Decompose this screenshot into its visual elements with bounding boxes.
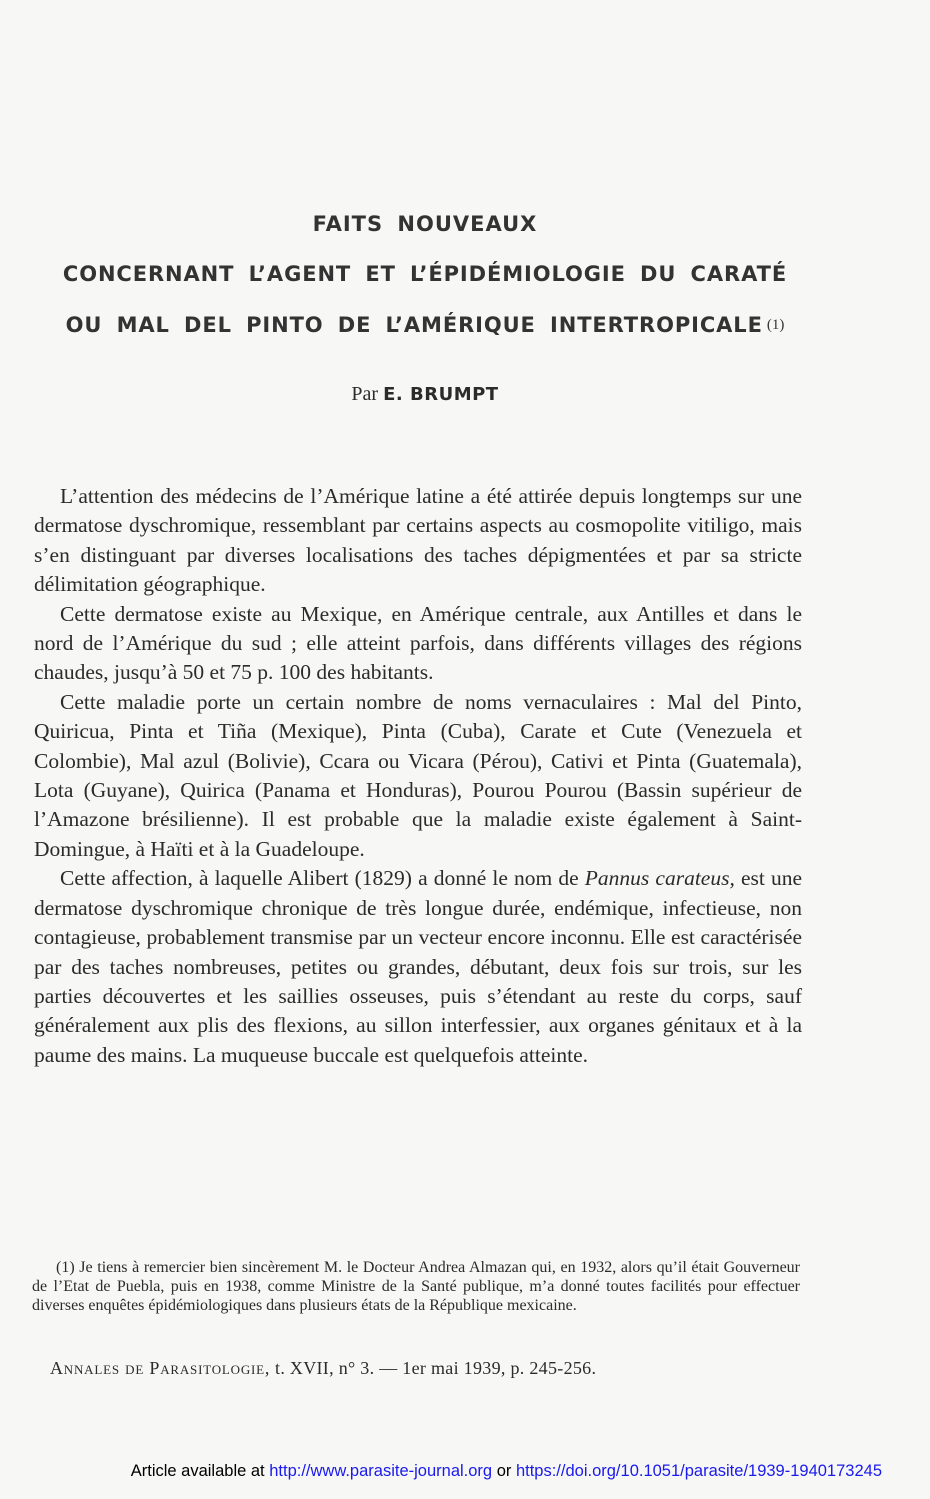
title-line-2: CONCERNANT L’AGENT ET L’ÉPIDÉMIOLOGIE DU CARATÉ bbox=[62, 262, 788, 286]
journal-reference bbox=[50, 1358, 810, 1379]
journal-name: Annales de Parasitologie, bbox=[50, 1358, 271, 1378]
paragraph-4-rest: est une dermatose dyschromique chronique de très longue durée, endémique, infectieuse, non contagieuse, probablement transmise par un vecteur encore inconnu. Elle est caractérisée par des taches nombreuses, petites ou grandes, débutant, deux fois sur trois, sur les parties découvertes et les saillies osseuses, puis s’étendant au reste du corps, sauf généralement aux plis des flexions, au sillon interfessier, aux organes génitaux et à la paume des mains. La muqueuse buccale est quelquefois atteinte. bbox=[34, 866, 803, 1067]
availability-connector: or bbox=[496, 1462, 512, 1480]
journal-citation: t. XVII, n° 3. — 1er mai 1939, p. 245-256. bbox=[275, 1358, 597, 1378]
title-line-3 bbox=[30, 313, 820, 337]
paragraph-1: L’attention des médecins de l’Amérique latine a été attirée depuis longtemps sur une dermatose dyschromique, ressemblant par certains aspects au cosmopolite vitiligo, mais s’en distinguant par diverses localisations des taches dépigmentées et par sa stricte délimitation géographique. bbox=[34, 484, 802, 597]
journal-website-link[interactable]: http://www.parasite-journal.org bbox=[269, 1462, 493, 1480]
paragraph-2: Cette dermatose existe au Mexique, en Amérique centrale, aux Antilles et dans le nord de l’Amérique du sud ; elle atteint parfois, dans différents villages des régions chaudes, jusqu’à 50 et 75 p. 100 des habitants. bbox=[34, 601, 802, 685]
doi-link[interactable]: https://doi.org/10.1051/parasite/1939-1940173245 bbox=[515, 1462, 882, 1480]
paragraph-3: Cette maladie porte un certain nombre de noms vernaculaires : Mal del Pinto, Quiricua, Pinta et Tiña (Mexique), Pinta (Cuba), Carate et Cute (Venezuela et Colombie), Mal azul (Bolivie), Ccara ou Vicara (Pérou), Cativi et Pinta (Guatemala), Lota (Guyane), Quirica (Panama et Honduras), Pourou Pourou (Bassin supérieur de l’Amazone brésilienne). Il est probable que la maladie existe également à Saint-Domingue, à Haïti et à la Guadeloupe. bbox=[34, 689, 802, 861]
article-body bbox=[34, 482, 802, 1070]
availability-prefix: Article available at bbox=[130, 1462, 265, 1480]
title-line-1: FAITS NOUVEAUX bbox=[312, 212, 538, 236]
title-line-3-text: OU MAL DEL PINTO DE L’AMÉRIQUE INTERTROPICALE bbox=[65, 313, 763, 337]
availability-line bbox=[0, 1462, 930, 1481]
paragraph-4-start: Cette affection, à laquelle Alibert (1829) a donné le nom de bbox=[60, 866, 579, 891]
footnote: (1) Je tiens à remercier bien sincèrement M. le Docteur Andrea Almazan qui, en 1932, alors qu’il était Gouverneur de l’Etat de Puebla, puis en 1938, comme Ministre de la Santé publique, m’a donné toutes facilités pour effectuer diverses enquêtes épidémiologiques dans plusieurs états de la République mexicaine. bbox=[32, 1259, 800, 1314]
byline bbox=[30, 383, 820, 406]
paragraph-4 bbox=[34, 864, 802, 1070]
byline-prefix: Par bbox=[351, 383, 379, 405]
species-name: Pannus carateus, bbox=[584, 866, 735, 891]
author-name: E. BRUMPT bbox=[383, 384, 499, 405]
title-footnote-ref: (1) bbox=[766, 317, 785, 333]
